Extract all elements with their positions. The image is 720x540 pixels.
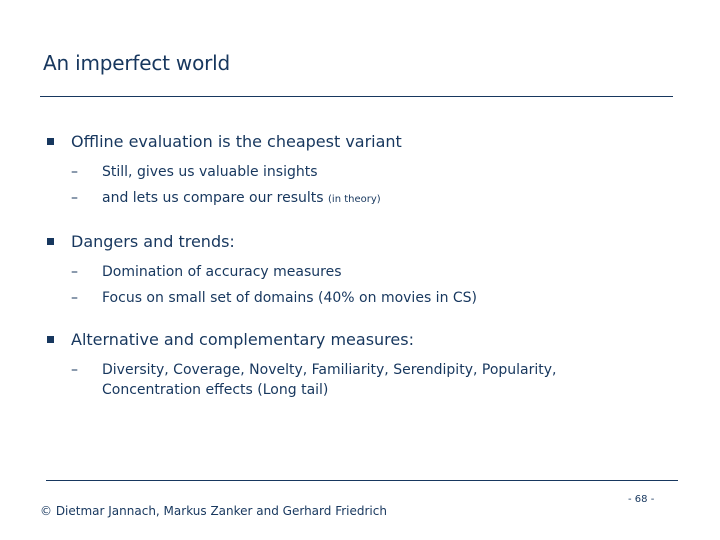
sub-bullet-insights bbox=[45, 162, 685, 182]
sub-bullet-text: and lets us compare our results bbox=[102, 190, 329, 206]
sub-bullet-accuracy bbox=[45, 262, 685, 282]
sub-bullet-text: Still, gives us valuable insights bbox=[102, 164, 318, 180]
dash-bullet-icon: – bbox=[71, 362, 78, 378]
square-bullet-icon bbox=[47, 238, 54, 245]
square-bullet-icon bbox=[47, 138, 54, 145]
footer-copyright: © Dietmar Jannach, Markus Zanker and Gerhard Friedrich bbox=[40, 504, 387, 518]
square-bullet-icon bbox=[47, 336, 54, 343]
title-divider bbox=[40, 96, 673, 97]
dash-bullet-icon: – bbox=[71, 290, 78, 306]
sub-bullet-domains bbox=[45, 288, 685, 308]
sub-bullet-compare bbox=[45, 188, 685, 210]
bullet-heading: Offline evaluation is the cheapest variant bbox=[71, 132, 402, 151]
page-number: - 68 - bbox=[628, 494, 655, 505]
bullet-heading: Dangers and trends: bbox=[71, 232, 235, 251]
sub-bullet-text: Focus on small set of domains (40% on movies in CS) bbox=[102, 290, 478, 306]
bullet-heading: Alternative and complementary measures: bbox=[71, 330, 414, 349]
footer-divider bbox=[46, 480, 678, 481]
sub-bullet-text: Diversity, Coverage, Novelty, Familiarity, Serendipity, Popularity, Concentration effects (Long tail) bbox=[102, 362, 557, 398]
sub-bullet-note: (in theory) bbox=[328, 194, 381, 205]
dash-bullet-icon: – bbox=[71, 190, 78, 206]
sub-bullet-measures bbox=[45, 360, 602, 400]
bullet-dangers-trends bbox=[45, 230, 685, 254]
dash-bullet-icon: – bbox=[71, 164, 78, 180]
dash-bullet-icon: – bbox=[71, 264, 78, 280]
bullet-list bbox=[45, 130, 685, 400]
slide-title: An imperfect world bbox=[43, 51, 230, 75]
sub-bullet-text: Domination of accuracy measures bbox=[102, 264, 342, 280]
bullet-alternative-measures bbox=[45, 328, 685, 352]
bullet-offline-evaluation bbox=[45, 130, 685, 154]
